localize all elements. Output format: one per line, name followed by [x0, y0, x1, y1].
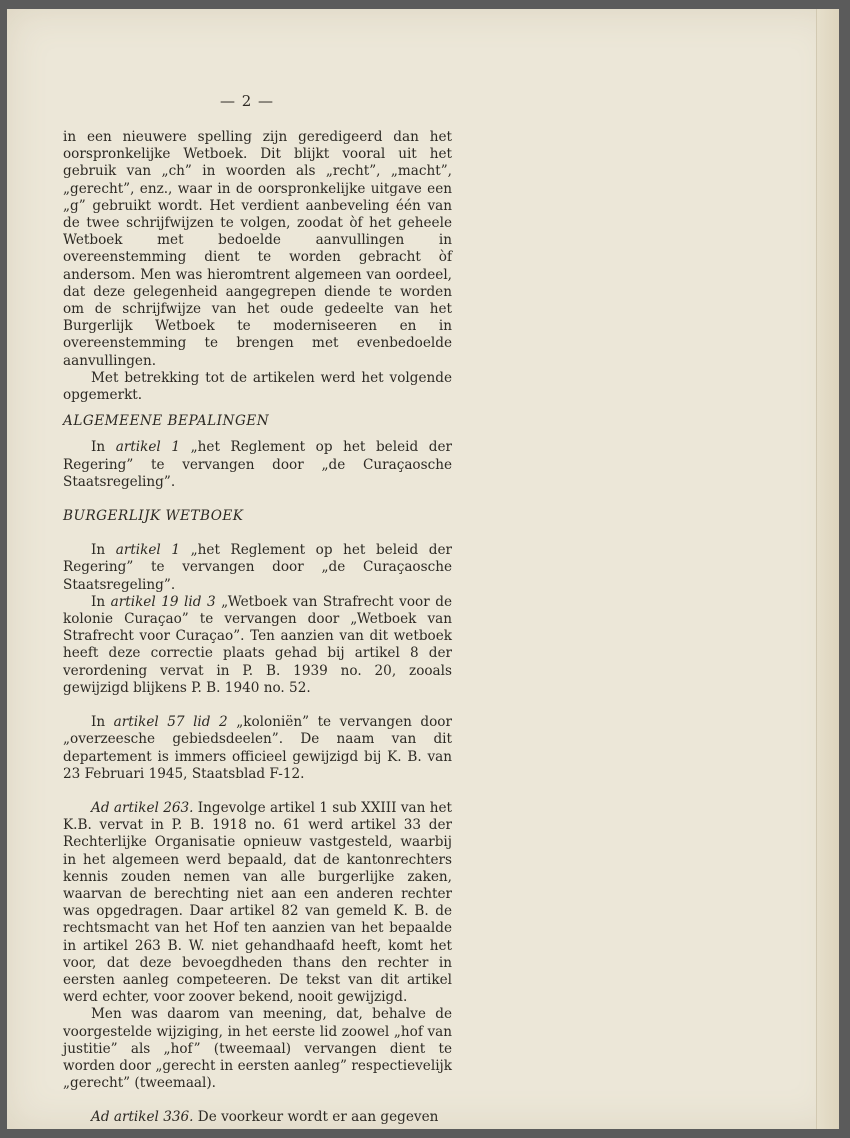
article-ref: artikel 57 lid 2 [113, 714, 228, 731]
paragraph-meening: Men was daarom van meening, dat, behalve de voorgestelde wijziging, in het eerste lid zoowel „hof van justitie” als „hof” (tweemaal) vervangen dient te worden door „gerecht in eersten aanleg” respectievelijk „gerecht” (tweemaal). [63, 1006, 452, 1092]
paragraph-algemeen-artikel-1: In artikel 1 „het Reglement op het beleid der Regering” te vervangen door „de Curaçaosche Staatsregeling”. [63, 439, 453, 490]
article-ref: artikel 1 [115, 439, 181, 456]
page-number: — 2 — [219, 92, 275, 110]
paragraph-artikel-57: In artikel 57 lid 2 „koloniën” te vervangen door „overzeesche gebiedsdeelen”. De naam van dit departement is immers officieel gewijzigd bij K. B. van 23 Februari 1945, Staatsblad F-12. [63, 714, 452, 782]
document-page [7, 9, 839, 1129]
paragraph-bw-artikel-1: In artikel 1 „het Reglement op het beleid der Regering” te vervangen door „de Curaçaosche Staatsregeling”. [63, 542, 453, 593]
page-edge [816, 9, 839, 1129]
article-ref: artikel 19 lid 3 [110, 593, 216, 610]
article-ref: Ad artikel 336. [91, 1109, 194, 1126]
paragraph-opgemerkt: Met betrekking tot de artikelen werd het volgende opgemerkt. [63, 369, 452, 404]
article-ref: Ad artikel 263. [91, 799, 194, 816]
paragraph-spelling: in een nieuwere spelling zijn geredigeerd dan het oorspronkelijke Wetboek. Dit blijkt vooral uit het gebruik van „ch” in woorden als „recht”, „macht”, „gerecht”, enz., waar in de oorspronkelijke uitgave een „g” gebruikt wordt. Het verdient aanbeveling één van de twee schrijfwijzen te volgen, zoodat òf het geheele Wetboek met bedoelde aanvullingen in overeenstemming dient te worden gebracht òf andersom. Men was hieromtrent algemeen van oordeel, dat deze gelegenheid aangegrepen diende te worden om de schrijfwijze van het oude gedeelte van het Burgerlijk Wetboek te moderniseeren en in overeenstemming te brengen met evenbedoelde aanvullingen. [63, 129, 452, 369]
heading-burgerlijk-wetboek: BURGERLIJK WETBOEK [63, 508, 244, 525]
article-ref: artikel 1 [115, 542, 181, 559]
document-body [63, 129, 452, 1127]
paragraph-artikel-336: Ad artikel 336. De voorkeur wordt er aan gegeven [91, 1109, 439, 1126]
paragraph-artikel-19: In artikel 19 lid 3 „Wetboek van Strafrecht voor de kolonie Curaçao” te vervangen door „Wetboek van Strafrecht voor Curaçao”. Ten aanzien van dit wetboek heeft deze correctie plaats gehad bij artikel 8 der verordening vervat in P. B. 1939 no. 20, zooals gewijzigd blijkens P. B. 1940 no. 52. [63, 593, 452, 696]
heading-algemeene-bepalingen: ALGEMEENE BEPALINGEN [63, 413, 270, 430]
paragraph-artikel-263: Ad artikel 263. Ingevolge artikel 1 sub XXIII van het K.B. vervat in P. B. 1918 no. 61 werd artikel 33 der Rechterlijke Organisatie opnieuw vastgesteld, waarbij in het algemeen werd bepaald, dat de kantonrechters kennis zouden nemen van alle burgerlijke zaken, waarvan de berechting niet aan een anderen rechter was opgedragen. Daar artikel 82 van gemeld K. B. de rechtsmacht van het Hof ten aanzien van het bepaalde in artikel 263 B. W. niet gehandhaafd heeft, komt het voor, dat deze bevoegdheden thans den rechter in eersten aanleg competeeren. De tekst van dit artikel werd echter, voor zoover bekend, nooit gewijzigd. [63, 799, 452, 1006]
